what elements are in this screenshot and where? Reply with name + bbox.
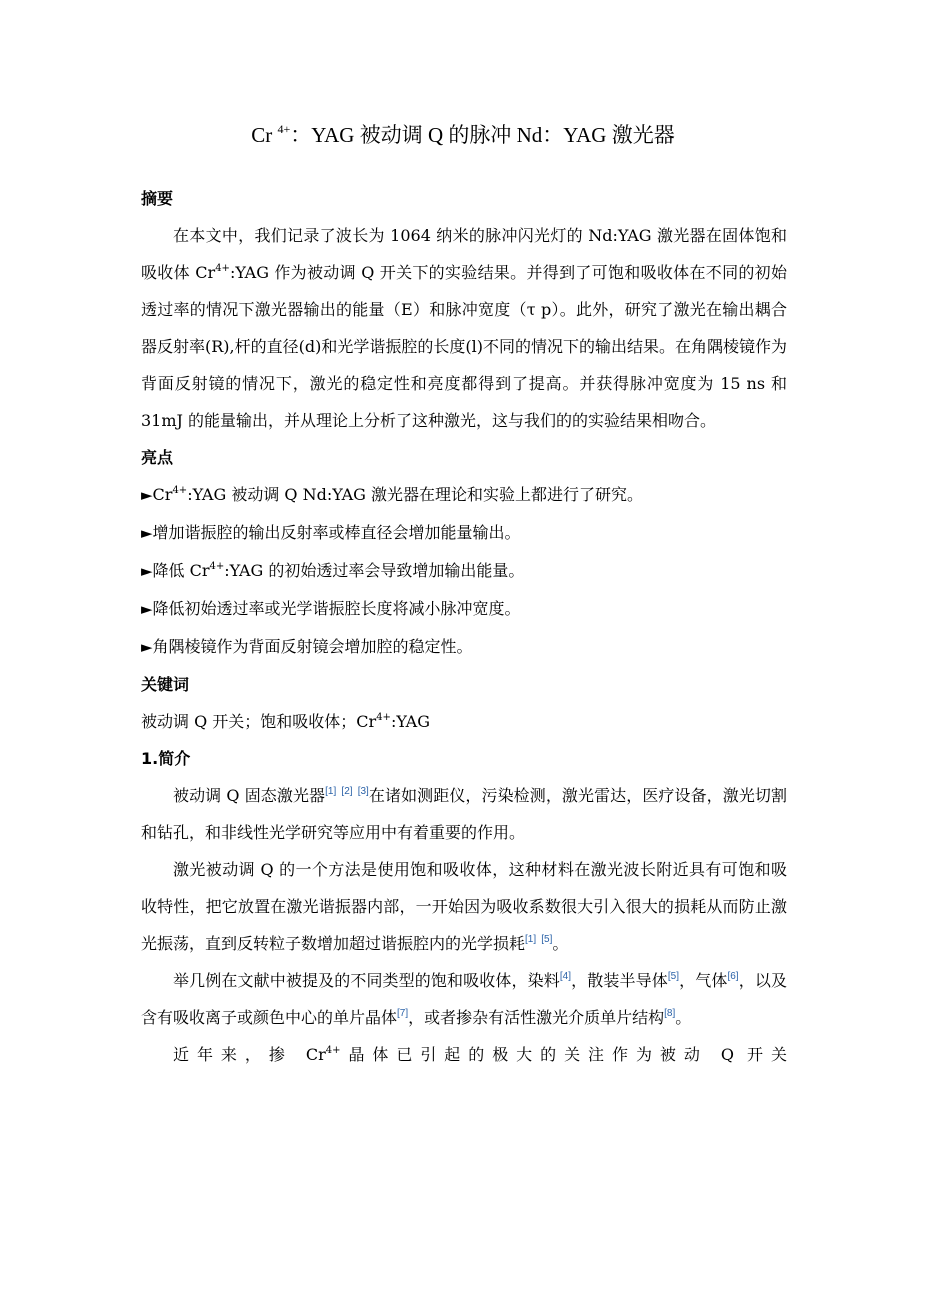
citation-link[interactable]: [2] [341, 786, 353, 797]
highlights-heading: 亮点 [141, 448, 174, 467]
abstract-heading: 摘要 [141, 189, 174, 208]
bullet-triangle-icon: ► [141, 638, 153, 656]
citation-link[interactable]: [6] [727, 971, 739, 982]
title-prefix: Cr [251, 123, 278, 147]
bullet-triangle-icon: ► [141, 524, 153, 542]
paper-body [141, 180, 787, 1073]
citation-link[interactable]: [3] [357, 786, 369, 797]
keywords-text: 被动调 Q 开关；饱和吸收体；$Cr^{4+}:YAG$ [141, 712, 430, 731]
highlight-item: ►角隅棱镜作为背面反射镜会增加腔的稳定性。 [141, 637, 473, 656]
highlight-item: ►降低 $Cr^{4+}:YAG$ 的初始透过率会导致增加输出能量。 [141, 561, 525, 580]
citation-link[interactable]: [5] [541, 934, 553, 945]
intro-paragraph-1: 被动调 Q 固态激光器[1] [2] [3]在诸如测距仪，污染检测，激光雷达，医疗设备，激光切割和钻孔，和非线性光学研究等应用中有着重要的作用。 [141, 786, 787, 842]
bullet-triangle-icon: ► [141, 600, 153, 618]
citation-link[interactable]: [1] [525, 934, 537, 945]
highlight-item: ►降低初始透过率或光学谐振腔长度将减小脉冲宽度。 [141, 599, 521, 618]
citation-link[interactable]: [8] [664, 1008, 676, 1019]
bullet-triangle-icon: ► [141, 486, 153, 504]
intro-paragraph-4: 近年来，掺 $Cr^{4+}$晶体已引起的极大的关注作为被动 Q 开关 [173, 1045, 787, 1064]
citation-link[interactable]: [5] [667, 971, 679, 982]
title-suffix: ：YAG 被动调 Q 的脉冲 Nd：YAG 激光器 [290, 123, 675, 147]
intro-paragraph-2: 激光被动调 Q 的一个方法是使用饱和吸收体，这种材料在激光波长附近具有可饱和吸收特性，把它放置在激光谐振器内部，一开始因为吸收系数很大引入很大的损耗从而防止激光振荡，直到反转粒子数增加超过谐振腔内的光学损耗[1] [5]。 [141, 860, 787, 953]
title-superscript: 4+ [277, 122, 291, 136]
citation-link[interactable]: [4] [559, 971, 572, 982]
abstract-paragraph: 在本文中，我们记录了波长为 1064 纳米的脉冲闪光灯的 Nd:YAG 激光器在固体饱和吸收体 $Cr^{4+}:YAG$ 作为被动调 Q 开关下的实验结果。并得到了可饱和吸收体在不同的初始透过率的情况下激光器输出的能量（E）和脉冲宽度（τ p）。此外，研究了激光在输出耦合器反射率(R),杆的直径(d)和光学谐振腔的长度(l)不同的情况下的输出结果。在角隅棱镜作为背面反射镜的情况下，激光的稳定性和亮度都得到了提高。并获得脉冲宽度为 15 ns 和 31mJ 的能量输出，并从理论上分析了这种激光，这与我们的的实验结果相吻合。 [141, 226, 787, 430]
keywords-heading: 关键词 [141, 675, 190, 694]
highlight-item: ►增加谐振腔的输出反射率或棒直径会增加能量输出。 [141, 523, 521, 542]
intro-paragraph-3: 举几例在文献中被提及的不同类型的饱和吸收体，染料[4]，散装半导体[5]，气体[6]，以及含有吸收离子或颜色中心的单片晶体[7]，或者掺杂有活性激光介质单片结构[8]。 [141, 971, 787, 1027]
bullet-triangle-icon: ► [141, 562, 153, 580]
intro-heading: 1.简介 [141, 749, 191, 768]
highlight-item: $►Cr^{4+}:YAG$ 被动调 Q Nd:YAG 激光器在理论和实验上都进行了研究。 [141, 485, 643, 504]
highlights-list [141, 476, 787, 666]
paper-title [0, 118, 926, 152]
citation-link[interactable]: [7] [397, 1008, 409, 1019]
citation-link[interactable]: [1] [325, 786, 337, 797]
